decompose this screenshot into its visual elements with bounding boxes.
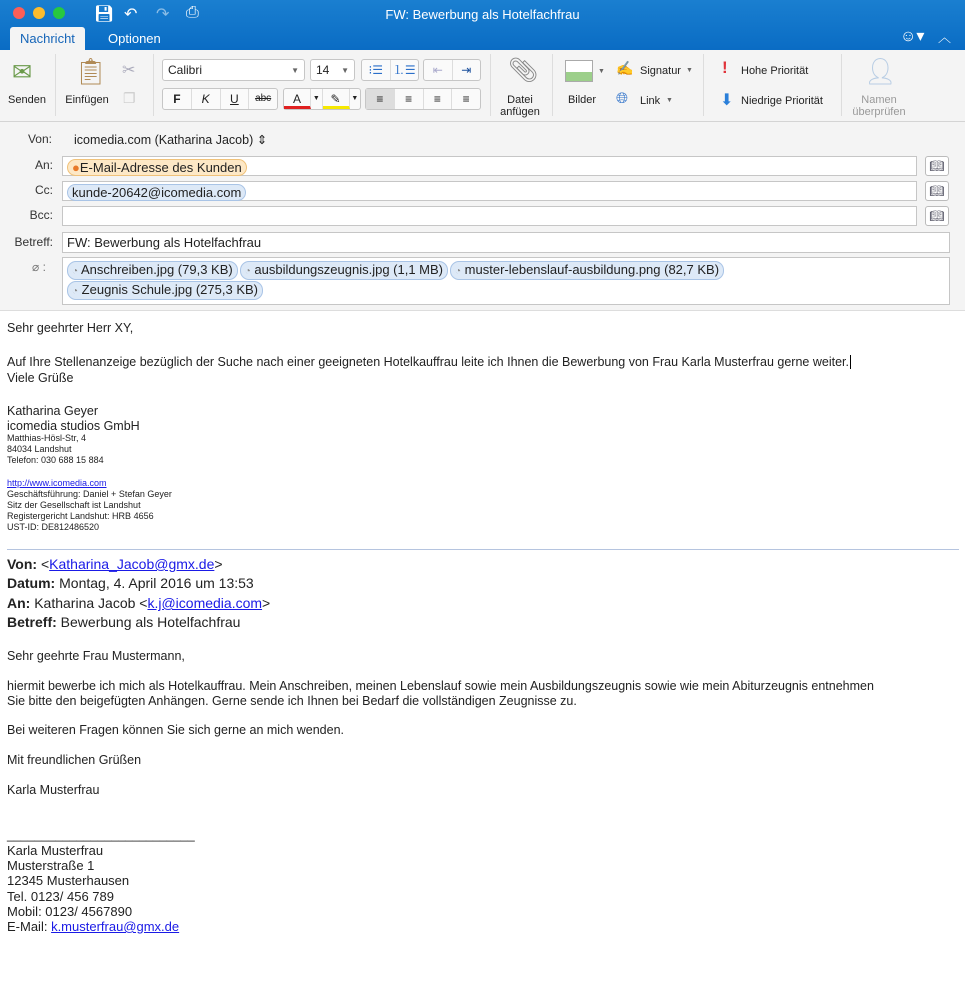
chevron-down-icon[interactable]: ▼	[351, 95, 359, 102]
save-icon[interactable]: 💾︎	[94, 6, 115, 23]
subject-label: Betreff:	[14, 235, 53, 249]
attachment-name: muster-lebenslauf-ausbildung.png (82,7 KB)	[464, 262, 720, 277]
sig-line: Matthias-Hösl-Str, 4	[7, 433, 87, 443]
bcc-field[interactable]	[62, 206, 917, 226]
from-email-link[interactable]: Katharina_Jacob@gmx.de	[49, 556, 215, 572]
label: Von:	[7, 556, 38, 572]
label: Betreff:	[7, 614, 57, 630]
cc-token[interactable]: kunde-20642@icomedia.com	[67, 184, 246, 201]
send-icon: ✉	[12, 59, 33, 86]
sig-company: icomedia studios GmbH	[7, 419, 140, 433]
align-right-button[interactable]: ≡	[424, 89, 453, 109]
label: An:	[7, 595, 31, 611]
divider	[490, 54, 491, 116]
chevron-down-icon: ▼	[341, 66, 349, 75]
divider	[703, 54, 704, 116]
ribbon	[0, 50, 965, 122]
message-header	[0, 122, 965, 311]
justify-button[interactable]: ≡	[462, 92, 470, 106]
down-arrow-icon: ⬇	[720, 92, 734, 109]
print-icon[interactable]: ⎙	[186, 4, 199, 21]
to-label: An:	[34, 158, 53, 172]
tab-nachricht[interactable]: Nachricht	[10, 27, 85, 50]
text: <	[40, 556, 50, 572]
sig-line: Karla Musterfrau	[7, 843, 104, 858]
check-names-label-1: Namen	[861, 94, 897, 106]
body-text-content: Auf Ihre Stellenanzeige bezüglich der Suche nach einer geeigneten Hotelkauffrau leite ich Ihnen die Bewerbung von Frau Karla Musterfrau gerne weiter.	[7, 355, 849, 369]
from-value: icomedia.com (Katharina Jacob)	[74, 133, 254, 147]
font-select[interactable]	[162, 59, 305, 81]
chevron-down-icon[interactable]: ▼	[311, 89, 322, 109]
copy-icon[interactable]: ❐	[123, 90, 136, 106]
fwd-paragraph: hiermit bewerbe ich mich als Hotelkauffrau. Mein Anschreiben, meinen Lebenslauf sowie mein Ausbildungszeugnis sowie wie mein Abiturzeugnis entnehmen	[7, 679, 874, 693]
sig-line: Geschäftsführung: Daniel + Stefan Geyer	[7, 489, 172, 499]
sig-line: Musterstraße 1	[7, 858, 95, 874]
email-label: E-Mail:	[7, 919, 52, 935]
font-value: Calibri	[168, 63, 203, 77]
chevron-down-icon: ▼	[666, 97, 673, 104]
feedback-smiley-icon[interactable]: ☺▾	[900, 28, 925, 45]
bold-button[interactable]: F	[163, 89, 192, 109]
question-icon: ●	[72, 160, 80, 175]
fwd-signature	[7, 843, 179, 934]
strikethrough-button[interactable]: abc	[255, 93, 272, 104]
sig-address	[7, 433, 104, 466]
address-book-button[interactable]: 📖︎	[925, 156, 949, 176]
website-link[interactable]: http://www.icomedia.com	[7, 478, 107, 488]
underline-button[interactable]: U	[221, 89, 250, 109]
updown-chevron-icon: ⇕	[256, 133, 268, 147]
align-left-button[interactable]: ≡	[366, 89, 395, 109]
subject-value: Bewerbung als Hotelfachfrau	[60, 614, 241, 630]
window-title: FW: Bewerbung als Hotelfachfrau	[385, 7, 580, 22]
signature-rule: ___________________________	[7, 828, 195, 842]
tab-optionen[interactable]: Optionen	[108, 31, 161, 46]
font-color-button[interactable]: A	[284, 89, 311, 109]
email-link[interactable]: k.musterfrau@gmx.de	[51, 919, 180, 935]
from-label: Von:	[27, 132, 52, 146]
cc-label: Cc:	[35, 183, 53, 197]
attachment-name: Anschreiben.jpg (79,3 KB)	[80, 262, 233, 277]
attachments-field[interactable]	[62, 257, 950, 305]
forward-separator	[7, 549, 959, 550]
send-label: Senden	[8, 94, 46, 106]
fwd-to	[7, 595, 270, 611]
sig-legal	[7, 478, 172, 533]
pictures-label: Bilder	[567, 94, 597, 106]
title-bar	[0, 0, 965, 50]
italic-button[interactable]: K	[192, 89, 221, 109]
subject-field[interactable]: FW: Bewerbung als Hotelfachfrau	[62, 232, 950, 253]
text: >	[214, 556, 223, 572]
fwd-paragraph: Sie bitte den beigefügten Anhängen. Gerne sende ich Ihnen bei Bedarf die vollständigen Zeugnisse zu.	[7, 694, 577, 708]
attachment-token[interactable]	[450, 261, 724, 280]
fwd-greeting: Sehr geehrte Frau Mustermann,	[7, 649, 185, 663]
globe-link-icon: 🌐︎	[616, 90, 629, 107]
picture-icon	[565, 60, 593, 82]
link-label: Link	[640, 95, 661, 107]
decrease-indent-button[interactable]: ⇤	[424, 60, 453, 80]
chevron-down-icon: ▼	[598, 68, 605, 75]
redo-icon[interactable]: ↷	[156, 6, 170, 23]
attach-label-2: anfügen	[500, 106, 540, 118]
sig-line: 12345 Musterhausen	[7, 873, 130, 889]
high-priority-label: Hohe Priorität	[741, 65, 809, 77]
check-names-label-2: überprüfen	[852, 106, 906, 118]
file-icon: ◔	[244, 266, 251, 277]
attachment-name: Zeugnis Schule.jpg (275,3 KB)	[81, 282, 258, 297]
sig-name: Katharina Geyer	[7, 404, 99, 418]
address-book-button[interactable]: 📖︎	[925, 181, 949, 201]
file-icon: ◔	[455, 266, 462, 277]
font-size-select[interactable]	[310, 59, 355, 81]
chevron-down-icon: ▼	[291, 66, 299, 75]
clipboard-icon: 📋︎	[74, 56, 108, 86]
to-field[interactable]	[62, 156, 917, 176]
cc-field[interactable]	[62, 181, 917, 201]
align-center-button[interactable]: ≡	[395, 89, 424, 109]
attach-label-1: Datei	[507, 94, 533, 106]
numbered-list-button[interactable]: ⒈☰	[392, 63, 416, 77]
fwd-paragraph: Bei weiteren Fragen können Sie sich gerne an mich wenden.	[7, 723, 345, 737]
attachment-token[interactable]	[67, 261, 238, 280]
date-value: Montag, 4. April 2016 um 13:53	[59, 575, 254, 591]
bullet-list-button[interactable]: ⁝☰	[362, 60, 391, 80]
paperclip-icon: 📎︎	[508, 57, 539, 84]
sig-line: 84034 Landshut	[7, 444, 72, 454]
divider	[55, 54, 56, 116]
signature-icon: ✍	[616, 60, 634, 76]
sig-line: Registergericht Landshut: HRB 4656	[7, 511, 154, 521]
sig-line: Telefon: 030 688 15 884	[7, 455, 104, 465]
fwd-date	[7, 575, 254, 591]
cut-icon[interactable]: ✂	[122, 62, 136, 79]
increase-indent-button[interactable]: ⇥	[461, 63, 472, 77]
from-select[interactable]	[74, 132, 267, 147]
label: Datum:	[7, 575, 56, 591]
attachment-token[interactable]	[67, 281, 263, 300]
body-text	[7, 355, 851, 369]
person-check-icon: 👤︎	[864, 56, 898, 86]
address-book-button[interactable]: 📖︎	[925, 206, 949, 226]
collapse-ribbon-icon[interactable]: ︿	[938, 30, 952, 45]
fwd-subject	[7, 614, 240, 630]
sig-line: Tel. 0123/ 456 789	[7, 888, 114, 904]
sig-line: Sitz der Gesellschaft ist Landshut	[7, 500, 141, 510]
divider	[153, 54, 154, 116]
to-email-link[interactable]: k.j@icomedia.com	[147, 595, 263, 611]
file-icon: ◔	[72, 266, 79, 277]
bcc-label: Bcc:	[29, 208, 53, 222]
greeting: Sehr geehrter Herr XY,	[7, 321, 134, 335]
sig-line: UST-ID: DE812486520	[7, 522, 100, 532]
undo-icon[interactable]: ↶	[124, 6, 138, 23]
closing: Viele Grüße	[7, 371, 74, 385]
recipient-token[interactable]	[67, 159, 247, 176]
text: >	[262, 595, 271, 611]
attachments-label	[32, 260, 46, 274]
signature-label: Signatur	[640, 65, 681, 77]
text-cursor	[850, 355, 851, 369]
text: Katharina Jacob <	[34, 595, 148, 611]
fwd-from	[7, 556, 223, 572]
divider	[552, 54, 553, 116]
file-icon: ◔	[72, 286, 79, 297]
attachment-name: ausbildungszeugnis.jpg (1,1 MB)	[254, 262, 443, 277]
sig-line: Mobil: 0123/ 4567890	[7, 903, 133, 919]
divider	[841, 54, 842, 116]
attachments-colon: :	[42, 260, 46, 274]
attachment-token[interactable]	[240, 261, 448, 280]
low-priority-label: Niedrige Priorität	[741, 95, 823, 107]
paste-label: Einfügen	[65, 94, 109, 106]
fwd-closing: Mit freundlichen Grüßen	[7, 753, 142, 767]
highlight-button[interactable]: ✎	[323, 89, 350, 109]
recipient-text: E-Mail-Adresse des Kunden	[79, 160, 242, 175]
paperclip-icon: ⌀	[32, 260, 40, 274]
fwd-name: Karla Musterfrau	[7, 783, 100, 797]
chevron-down-icon: ▼	[686, 67, 693, 74]
font-size-value: 14	[316, 63, 330, 77]
exclamation-icon: !	[722, 58, 728, 77]
